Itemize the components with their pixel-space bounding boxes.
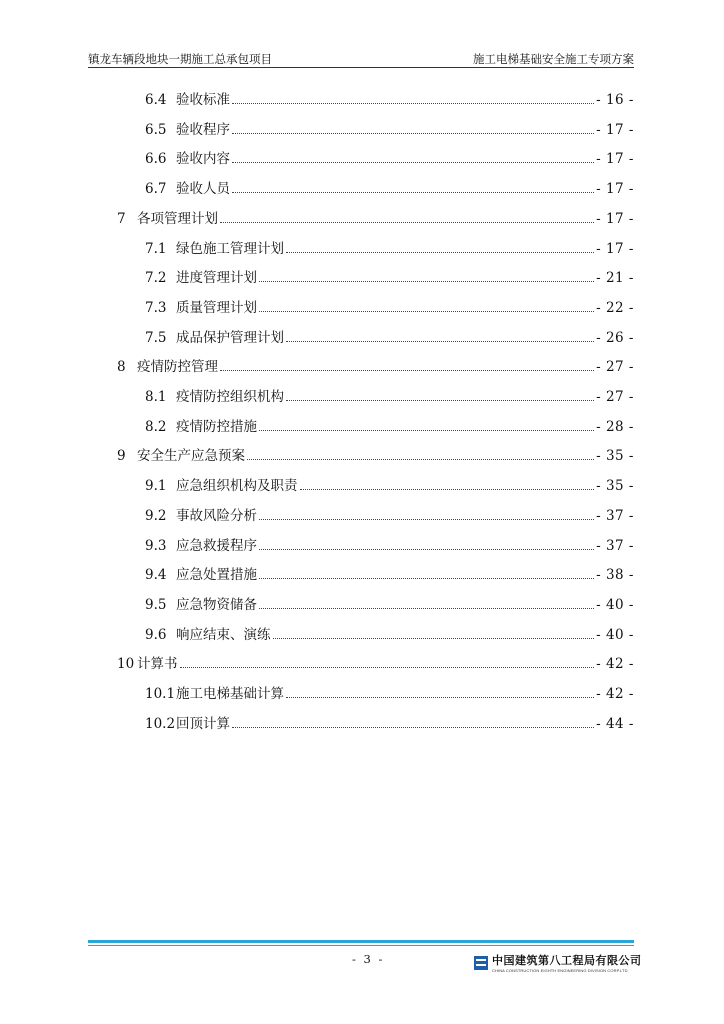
toc-entry-title: 应急处置措施: [176, 567, 257, 584]
toc-entry-number: 8.2: [145, 418, 167, 435]
toc-entry-page: - 27 -: [596, 389, 634, 405]
toc-entry-page: - 44 -: [596, 715, 634, 732]
toc-entry-title: 成品保护管理计划: [176, 329, 284, 346]
toc-dot-leader: [220, 212, 594, 223]
toc-entry-number: 7.3: [145, 299, 167, 316]
toc-dot-leader: [259, 301, 594, 312]
toc-dot-leader: [259, 539, 594, 550]
toc-entry-page: - 17 -: [596, 210, 634, 227]
toc-entry-number: 9.1: [145, 478, 167, 495]
toc-dot-leader: [232, 123, 594, 134]
toc-entry-title: 应急救援程序: [176, 537, 257, 554]
toc-entry-title: 事故风险分析: [176, 507, 257, 524]
toc-entry-title: 疫情防控管理: [137, 359, 218, 376]
toc-entry-page: - 27 -: [596, 359, 634, 376]
toc-entry-title: 应急组织机构及职责: [176, 478, 298, 495]
toc-entry-page: - 17 -: [596, 240, 634, 257]
footer-rule-thick: [88, 940, 634, 943]
toc-dot-leader: [180, 657, 595, 668]
toc-dot-leader: [286, 331, 594, 342]
toc-dot-leader: [247, 449, 594, 460]
toc-dot-leader: [220, 360, 594, 371]
company-name-en: CHINA CONSTRUCTION EIGHTH ENGINEERING DIVISION CORP.LTD: [492, 968, 628, 973]
toc-entry[interactable]: [145, 88, 634, 108]
toc-dot-leader: [259, 271, 594, 282]
toc-entry-page: - 16 -: [596, 92, 634, 108]
toc-entry[interactable]: [145, 385, 634, 405]
toc-entry[interactable]: [145, 474, 634, 494]
toc-entry[interactable]: [145, 326, 634, 346]
company-name-cn: 中国建筑第八工程局有限公司: [492, 954, 642, 967]
toc-entry-page: - 22 -: [596, 299, 634, 316]
toc-entry-title: 验收人员: [176, 181, 230, 198]
toc-dot-leader: [232, 717, 594, 728]
toc-entry-number: 7.5: [145, 329, 167, 346]
toc-entry[interactable]: [145, 296, 634, 316]
toc-entry-number: 9.5: [145, 596, 167, 613]
toc-entry-title: 安全生产应急预案: [137, 448, 245, 465]
toc-entry-title: 回顶计算: [176, 715, 230, 732]
toc-entry-title: 响应结束、演练: [176, 626, 271, 643]
toc-entry-number: 10.1: [145, 686, 176, 702]
company-logo: [474, 952, 642, 973]
header-document-title: 施工电梯基础安全施工专项方案: [473, 52, 634, 66]
toc-entry-title: 验收内容: [176, 151, 230, 168]
toc-dot-leader: [286, 390, 594, 401]
toc-entry-number: 9.3: [145, 537, 167, 554]
toc-dot-leader: [259, 420, 594, 431]
toc-entry-number: 6.4: [145, 92, 167, 108]
toc-entry-title: 疫情防控措施: [176, 418, 257, 435]
toc-dot-leader: [232, 152, 594, 163]
cscec-logo-icon: [474, 956, 488, 970]
toc-entry[interactable]: [145, 177, 634, 197]
toc-entry-page: - 28 -: [596, 418, 634, 435]
toc-entry[interactable]: [145, 147, 634, 167]
toc-entry-page: - 38 -: [596, 567, 634, 584]
toc-entry[interactable]: [117, 444, 634, 464]
toc-entry-page: - 37 -: [596, 537, 634, 554]
page-number: - 3 -: [352, 952, 385, 966]
toc-entry[interactable]: [145, 415, 634, 435]
toc-entry-number: 7.1: [145, 240, 167, 257]
toc-entry[interactable]: [145, 623, 634, 643]
toc-entry-title: 质量管理计划: [176, 299, 257, 316]
toc-entry[interactable]: [145, 266, 634, 286]
toc-entry[interactable]: [145, 712, 634, 732]
toc-entry-title: 验收标准: [176, 92, 230, 108]
toc-entry-number: 6.5: [145, 121, 167, 138]
toc-entry-number: 10.2: [145, 715, 176, 732]
toc-entry-title: 各项管理计划: [137, 210, 218, 227]
footer-rule-thin: [88, 945, 634, 946]
toc-entry-title: 进度管理计划: [176, 270, 257, 287]
toc-dot-leader: [286, 687, 594, 698]
toc-entry-title: 绿色施工管理计划: [176, 240, 284, 257]
toc-dot-leader: [259, 568, 594, 579]
toc-entry-number: 8.1: [145, 389, 167, 405]
toc-entry[interactable]: [145, 593, 634, 613]
toc-dot-leader: [232, 182, 594, 193]
toc-entry-page: - 21 -: [596, 270, 634, 287]
page-header: [88, 49, 634, 68]
toc-entry-page: - 26 -: [596, 329, 634, 346]
toc-dot-leader: [286, 242, 594, 253]
toc-entry[interactable]: [117, 355, 634, 375]
toc-entry-title: 施工电梯基础计算: [176, 686, 284, 702]
toc-entry-title: 计算书: [137, 656, 178, 673]
toc-entry-number: 6.7: [145, 181, 167, 198]
toc-dot-leader: [232, 93, 594, 104]
toc-entry[interactable]: [145, 534, 634, 554]
toc-entry-title: 应急物资储备: [176, 596, 257, 613]
toc-entry[interactable]: [117, 652, 634, 672]
toc-entry-page: - 42 -: [596, 686, 634, 702]
toc-entry-page: - 37 -: [596, 507, 634, 524]
toc-dot-leader: [273, 628, 595, 639]
toc-entry-number: 8: [117, 359, 126, 376]
toc-entry-number: 7.2: [145, 270, 167, 287]
toc-entry-number: 9.6: [145, 626, 167, 643]
toc-entry-page: - 35 -: [596, 448, 634, 465]
toc-entry-title: 疫情防控组织机构: [176, 389, 284, 405]
toc-dot-leader: [300, 479, 595, 490]
toc-entry[interactable]: [145, 563, 634, 583]
toc-entry-number: 7: [117, 210, 126, 227]
toc-entry-number: 9: [117, 448, 126, 465]
toc-entry-title: 验收程序: [176, 121, 230, 138]
toc-entry-page: - 40 -: [596, 596, 634, 613]
toc-entry-number: 9.2: [145, 507, 167, 524]
toc-entry-page: - 42 -: [596, 656, 634, 673]
toc-entry-number: 9.4: [145, 567, 167, 584]
toc-entry-page: - 40 -: [596, 626, 634, 643]
toc-entry[interactable]: [145, 237, 634, 257]
toc-entry-page: - 17 -: [596, 121, 634, 138]
header-project-name: 镇龙车辆段地块一期施工总承包项目: [88, 52, 272, 66]
toc-entry-page: - 17 -: [596, 181, 634, 198]
toc-entry[interactable]: [145, 682, 634, 702]
toc-entry-number: 6.6: [145, 151, 167, 168]
toc-dot-leader: [259, 598, 594, 609]
toc-entry-page: - 35 -: [596, 478, 634, 495]
toc-entry-page: - 17 -: [596, 151, 634, 168]
toc-entry-number: 10: [117, 656, 135, 673]
toc-entry[interactable]: [145, 118, 634, 138]
toc-dot-leader: [259, 509, 594, 520]
toc-entry[interactable]: [145, 504, 634, 524]
toc-entry[interactable]: [117, 207, 634, 227]
